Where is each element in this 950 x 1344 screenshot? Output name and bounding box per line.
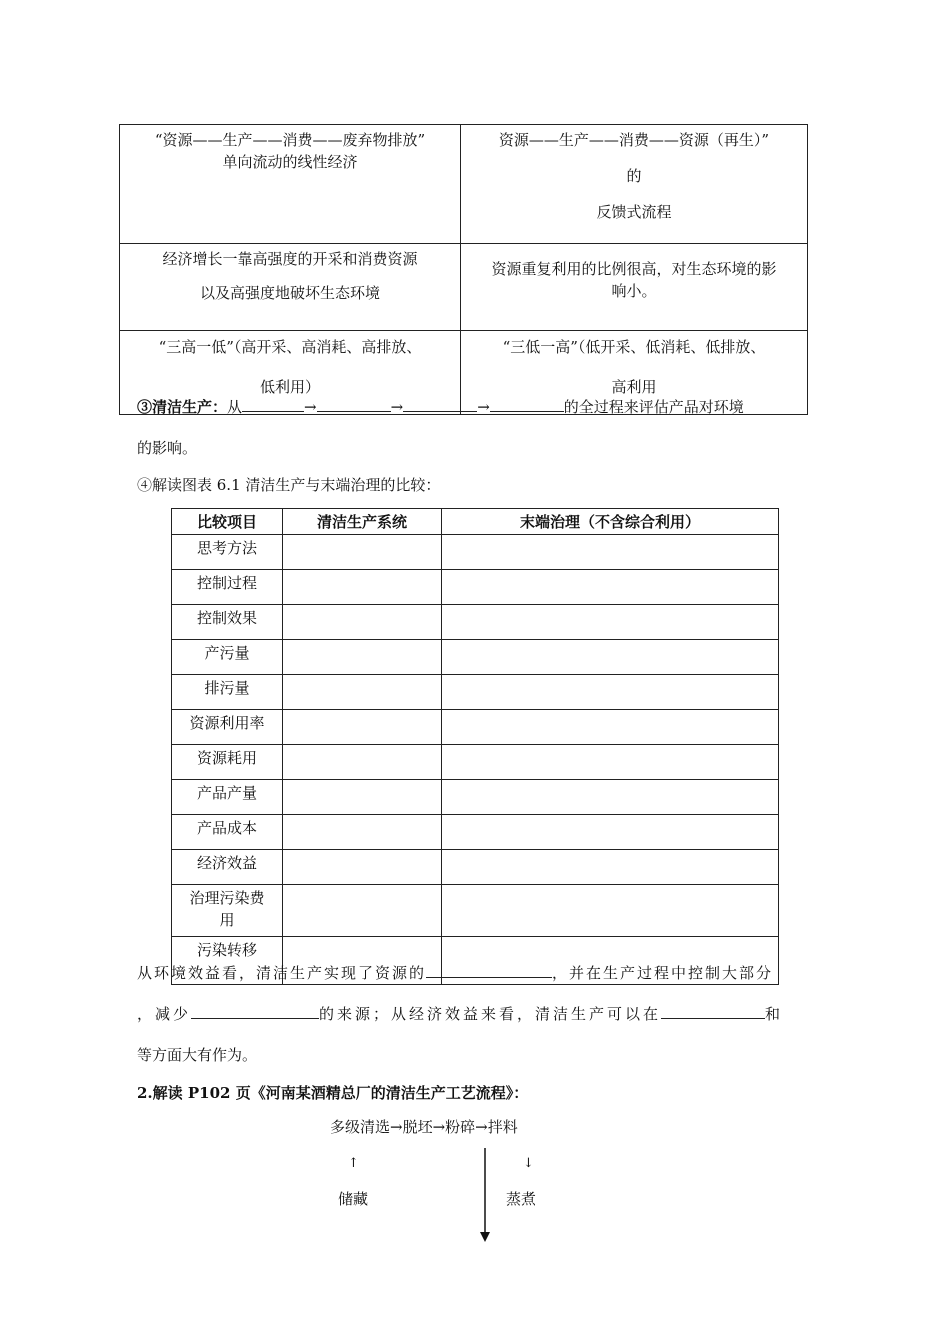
answer-cell[interactable]	[283, 570, 442, 605]
row-label: 控制效果	[172, 605, 283, 640]
table-cell	[120, 244, 461, 331]
table-row	[120, 125, 808, 244]
section2-title: 2.解读 P102 页《河南某酒精总厂的清洁生产工艺流程》：	[137, 1084, 529, 1102]
cell-text: 单向流动的线性经济	[222, 153, 358, 171]
long-down-arrow-icon	[478, 1146, 494, 1244]
paragraph-text: 从环境效益看，清洁生产实现了资源的	[137, 964, 427, 982]
down-arrow-icon: ↓	[523, 1156, 534, 1171]
answer-cell[interactable]	[442, 640, 779, 675]
row-label: 产品成本	[172, 815, 283, 850]
cell-text: “三高一低”（高开采、高消耗、高排放、	[158, 338, 422, 356]
flow-steam: 蒸煮	[506, 1190, 537, 1208]
blank-field[interactable]	[317, 396, 391, 412]
paragraph-text: 和	[765, 1005, 784, 1023]
cell-text: “资源——生产——消费——废弃物排放”	[154, 131, 426, 149]
column-header: 末端治理（不含综合利用）	[442, 509, 779, 535]
cell-text: 资源重复利用的比例很高，对生态环境的影	[491, 260, 777, 278]
table-row	[172, 535, 779, 570]
paragraph-text: ，并在生产过程中控制大部分	[552, 964, 774, 982]
column-header: 清洁生产系统	[283, 509, 442, 535]
cell-text: 低利用）	[259, 378, 320, 396]
row-label: 资源耗用	[172, 745, 283, 780]
answer-cell[interactable]	[283, 535, 442, 570]
cell-text: 响小。	[611, 282, 657, 300]
cell-text: 高利用	[611, 378, 657, 396]
answer-cell[interactable]	[442, 675, 779, 710]
clean-production-tail: 的全过程来评估产品对环境	[563, 398, 744, 416]
paragraph-line-2	[137, 1003, 783, 1025]
answer-cell[interactable]	[283, 780, 442, 815]
row-label: 思考方法	[172, 535, 283, 570]
cell-text: 以及高强度地破坏生态环境	[199, 284, 380, 302]
column-header: 比较项目	[172, 509, 283, 535]
cell-text: 反馈式流程	[596, 203, 672, 221]
table-row	[172, 570, 779, 605]
cell-text: “三低一高”（低开采、低消耗、低排放、	[502, 338, 766, 356]
table-row	[172, 605, 779, 640]
clean-vs-endpipe-table	[171, 508, 779, 985]
up-arrow-icon: ↑	[348, 1156, 359, 1171]
paragraph-text: 的来源；从经济效益来看，清洁生产可以在	[319, 1005, 662, 1023]
answer-cell[interactable]	[283, 745, 442, 780]
table-row	[172, 850, 779, 885]
row-label: 治理污染费用	[172, 885, 283, 937]
answer-cell[interactable]	[283, 885, 442, 937]
blank-field[interactable]	[661, 1003, 765, 1019]
table-row	[172, 745, 779, 780]
answer-cell[interactable]	[283, 675, 442, 710]
answer-cell[interactable]	[283, 815, 442, 850]
answer-cell[interactable]	[442, 535, 779, 570]
table-row	[172, 675, 779, 710]
paragraph-line-1	[137, 962, 773, 984]
table-row	[172, 640, 779, 675]
answer-cell[interactable]	[442, 780, 779, 815]
answer-cell[interactable]	[442, 815, 779, 850]
table-row	[120, 244, 808, 331]
table-row	[172, 780, 779, 815]
answer-cell[interactable]	[283, 850, 442, 885]
arrow-text: →	[304, 398, 317, 416]
table-row	[172, 710, 779, 745]
clean-production-label: ③清洁生产：	[137, 398, 228, 416]
row-label: 产品产量	[172, 780, 283, 815]
arrow-text: →	[390, 398, 404, 416]
row-label: 资源利用率	[172, 710, 283, 745]
table-row	[172, 885, 779, 937]
clean-production-line	[137, 396, 744, 418]
table-header-row	[172, 509, 779, 535]
blank-field[interactable]	[191, 1003, 319, 1019]
answer-cell[interactable]	[442, 710, 779, 745]
clean-production-tail2: 的影响。	[137, 439, 198, 457]
cell-text: 的	[626, 167, 642, 185]
blank-field[interactable]	[242, 396, 304, 412]
answer-cell[interactable]	[442, 885, 779, 937]
row-label: 排污量	[172, 675, 283, 710]
economy-comparison-table	[119, 124, 808, 415]
row-label: 污染转移	[172, 937, 283, 985]
blank-field[interactable]	[426, 962, 552, 978]
table-cell	[461, 244, 808, 331]
table-row	[172, 815, 779, 850]
blank-field[interactable]	[490, 396, 564, 412]
table-cell	[120, 125, 461, 244]
answer-cell[interactable]	[442, 850, 779, 885]
answer-cell[interactable]	[283, 710, 442, 745]
row-label: 控制过程	[172, 570, 283, 605]
answer-cell[interactable]	[442, 570, 779, 605]
arrow-text: →	[477, 398, 490, 416]
paragraph-line-3: 等方面大有作为。	[137, 1046, 258, 1064]
cell-text: 经济增长一靠高强度的开采和消费资源	[162, 250, 418, 268]
answer-cell[interactable]	[442, 605, 779, 640]
answer-cell[interactable]	[283, 640, 442, 675]
from-text: 从	[227, 398, 243, 416]
row-label: 经济效益	[172, 850, 283, 885]
section4-title: ④解读图表 6.1 清洁生产与末端治理的比较：	[137, 476, 441, 494]
table-cell	[461, 125, 808, 244]
answer-cell[interactable]	[283, 605, 442, 640]
paragraph-text: ，减少	[137, 1005, 192, 1023]
answer-cell[interactable]	[442, 745, 779, 780]
cell-text: 资源——生产——消费——资源（再生）”	[498, 131, 770, 149]
flow-store: 储藏	[338, 1190, 369, 1208]
blank-field[interactable]	[403, 396, 477, 412]
flow-top-steps: 多级清选→脱坯→粉碎→拌料	[330, 1118, 518, 1136]
row-label: 产污量	[172, 640, 283, 675]
